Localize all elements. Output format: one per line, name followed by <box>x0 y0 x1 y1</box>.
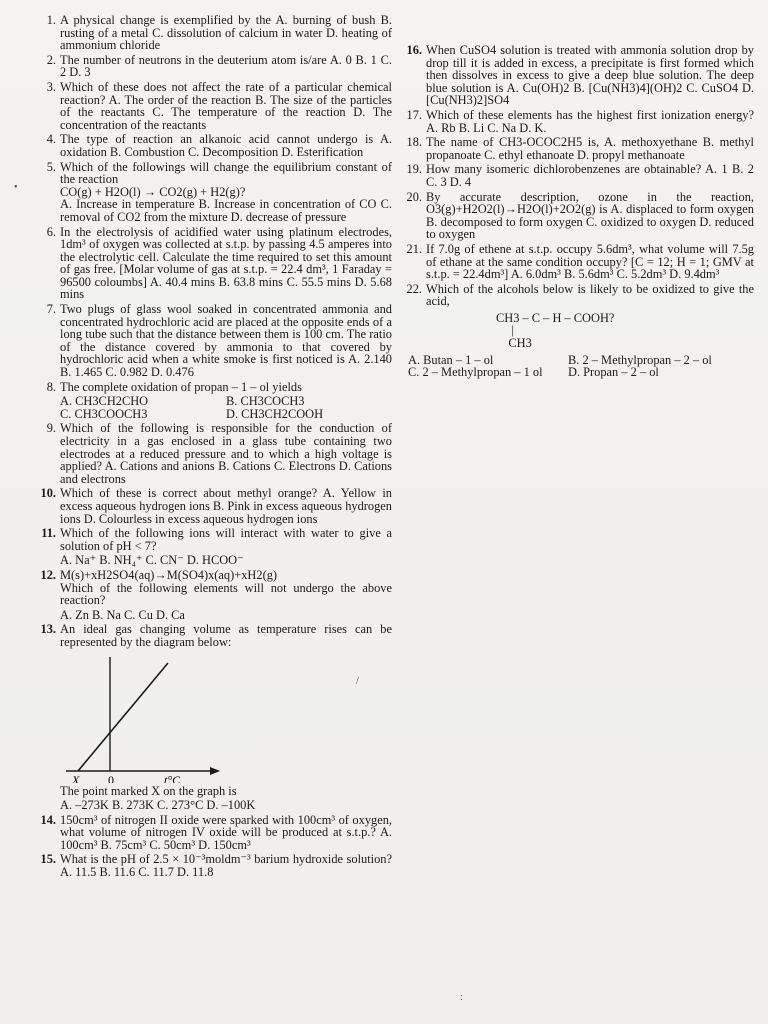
question-13 <box>30 623 392 648</box>
question-3 <box>30 81 392 131</box>
question-8-options <box>30 395 392 420</box>
option-b: B. 2 – Methylpropan – 2 – ol <box>568 352 712 367</box>
question-21 <box>396 243 754 281</box>
option-c: C. CH3COOCH3 <box>60 406 148 421</box>
question-17 <box>396 109 754 134</box>
volume-line <box>78 663 168 771</box>
question-number: 8. <box>46 379 56 394</box>
question-number: 18. <box>406 135 422 150</box>
question-number: 5. <box>46 159 56 174</box>
option-d: D. CH3CH2COOH <box>226 406 324 421</box>
question-15 <box>30 853 392 878</box>
question-text: The complete oxidation of propan – 1 – ol yields <box>60 379 302 394</box>
option-d: D. Propan – 2 – ol <box>568 365 659 380</box>
question-number: 3. <box>46 79 56 94</box>
question-text: If 7.0g of ethene at s.t.p. occupy 5.6dm³, what volume will 7.5g of ethane at the same condition occupy? [C = 12; H = 1; GMV at s.t.p. = 22.4dm³] A. 6.0dm³ B. 5.6dm³ C. 5.2dm³ D. 9.4dm³ <box>426 241 754 282</box>
question-8 <box>30 381 392 394</box>
reaction-equation: M(s)+xH2SO4(aq)→M(SO4)x(aq)+xH2(g) <box>60 567 278 582</box>
question-number: 11. <box>41 526 56 541</box>
question-number: 15. <box>40 852 56 867</box>
question-text: Which of these is correct about methyl orange? A. Yellow in excess aqueous hydrogen ions B. Pink in excess aqueous hydrogen ions D. Colourless in excess aqueous hydrogen ions <box>60 486 392 526</box>
question-number: 13. <box>40 622 56 637</box>
question-text: Which of the following is responsible for the conduction of electricity in a gas enclosed in a glass tube containing two electrodes at a reduced pressure and to which a high voltage is applied? A. Cations and anions B. Cations C. Electrons D. Cations and electrons <box>60 421 392 486</box>
question-options: A. Increase in temperature B. Increase in concentration of CO C. removal of CO2 from the mixture D. decrease of pressure <box>60 197 392 224</box>
option-a: A. CH3CH2CHO <box>60 394 149 409</box>
question-number: 4. <box>46 132 56 147</box>
question-number: 7. <box>46 302 56 317</box>
structural-formula <box>396 312 754 350</box>
question-22-options <box>396 354 754 379</box>
question-text: The name of CH3-OCOC2H5 is, A. methoxyethane B. methyl propanoate C. ethyl ethanoate D. propyl methanoate <box>426 135 754 162</box>
question-number: 14. <box>40 812 56 827</box>
option-a: A. Butan – 1 – ol <box>408 352 494 367</box>
x-axis-arrow <box>210 767 220 775</box>
question-text: Which of the followings will change the equilibrium constant of the reaction <box>60 159 392 187</box>
question-text: A physical change is exemplified by the A. burning of bush B. rusting of a metal C. dissolution of calcium in water D. heating of ammonium chloride <box>60 13 392 53</box>
question-number: 22. <box>406 281 422 296</box>
margin-bullet: • <box>14 182 18 193</box>
question-20 <box>396 191 754 241</box>
right-column <box>396 44 754 379</box>
point-x-label: X <box>72 772 80 783</box>
question-5 <box>30 161 392 224</box>
question-1 <box>30 14 392 52</box>
option-c: C. 2 – Methylpropan – 1 ol <box>408 365 543 380</box>
question-22 <box>396 283 754 308</box>
formula-line-1: CH3 – C – H – COOH? <box>496 310 615 325</box>
question-text: In the electrolysis of acidified water using platinum electrodes, 1dm³ of oxygen was collected at s.t.p. by passing 4.5 amperes into the electrolytic cell. Calculate the time required to set this amount of gas free. [Molar volume of gas at s.t.p. = 22.4 dm³, 1 Faraday = 96500 coloumbs] A. 40.4 mins B. 63.8 mins C. 55.5 mins D. 5.68 mins <box>60 224 392 302</box>
question-text: An ideal gas changing volume as temperature rises can be represented by the diagram below: <box>60 622 392 649</box>
question-text: The type of reaction an alkanoic acid cannot undergo is A. oxidation B. Combustion C. Decomposition D. Esterification <box>60 132 392 159</box>
question-number: 21. <box>406 241 422 256</box>
question-text: When CuSO4 solution is treated with ammonia solution drop by drop till it is added in excess, a precipitate is first formed which then dissolves in excess to give a deep blue solution. The deep blue solution is A. Cu(OH)2 B. [Cu(NH3)4](OH)2 C. CuSO4 D. [Cu(NH3)2]SO4 <box>426 43 754 108</box>
question-text: What is the pH of 2.5 × 10⁻³moldm⁻³ barium hydroxide solution? A. 11.5 B. 11.6 C. 11.7 D. 11.8 <box>60 852 392 880</box>
question-text: By accurate description, ozone in the reaction, O3(g)+H2O2(l)→H2O(l)+2O2(g) is A. displaced to form oxygen B. decomposed to form oxygen C. oxidized to oxygen D. reduced to oxygen <box>426 189 754 242</box>
question-19 <box>396 163 754 188</box>
question-12-options: A. Zn B. Na C. Cu D. Ca <box>60 607 185 622</box>
question-number: 6. <box>46 224 56 239</box>
question-number: 12. <box>40 567 56 582</box>
question-text: The number of neutrons in the deuterium atom is/are A. 0 B. 1 C. 2 D. 3 <box>60 52 392 80</box>
question-16 <box>396 44 754 107</box>
question-18 <box>396 136 754 161</box>
reaction-equation: CO(g) + H2O(l) → CO2(g) + H2(g)? <box>60 184 246 199</box>
question-text: Two plugs of glass wool soaked in concentrated ammonia and concentrated hydrochloric acid are placed at the opposite ends of a long tube such that the distance between them is 100 cm. The ratio of the distance covered by ammonia to that covered by hydrochloric acid when a white smoke is first noticed is A. 2.140 B. 1.465 C. 0.982 D. 0.476 <box>60 302 392 380</box>
question-6 <box>30 226 392 302</box>
question-14 <box>30 814 392 852</box>
question-number: 20. <box>406 189 422 204</box>
margin-colon: : <box>460 992 463 1003</box>
question-number: 19. <box>406 162 422 177</box>
question-text: How many isomeric dichlorobenzenes are obtainable? A. 1 B. 2 C. 3 D. 4 <box>426 162 754 189</box>
question-11 <box>30 527 392 552</box>
question-text: 150cm³ of nitrogen II oxide were sparked with 100cm³ of oxygen, what volume of nitrogen IV oxide will be produced at s.t.p.? A. 100cm³ B. 75cm³ C. 50cm³ D. 150cm³ <box>60 812 392 852</box>
question-9 <box>30 422 392 485</box>
question-number: 2. <box>46 52 56 67</box>
left-column <box>30 14 392 881</box>
graph-svg <box>60 653 230 783</box>
question-2 <box>30 54 392 79</box>
option-b: B. CH3COCH3 <box>226 394 305 409</box>
formula-line-2: | <box>496 323 514 338</box>
question-text: Which of these elements has the highest first ionization energy? A. Rb B. Li C. Na D. K. <box>426 107 754 135</box>
question-text: Which of the alcohols below is likely to be oxidized to give the acid, <box>426 281 754 309</box>
question-13-options: A. –273K B. 273K C. 273°C D. –100K <box>60 798 256 813</box>
volume-temperature-graph <box>60 653 392 783</box>
question-11-options: A. Na⁺ B. NH₄⁺ C. CN⁻ D. HCOO⁻ <box>60 553 244 568</box>
question-number: 16. <box>406 43 422 57</box>
question-13-followup: The point marked X on the graph is <box>60 783 237 798</box>
question-7 <box>30 303 392 379</box>
question-4 <box>30 133 392 158</box>
question-text: Which of the following ions will interact with water to give a solution of pH < 7? <box>60 526 392 553</box>
question-number: 1. <box>46 13 56 27</box>
question-text: Which of the following elements will not undergo the above reaction? <box>60 580 392 608</box>
temperature-axis-label: t°C <box>164 772 181 783</box>
formula-line-3: CH3 <box>496 336 532 351</box>
question-number: 10. <box>40 486 56 501</box>
question-number: 17. <box>406 107 422 122</box>
question-10 <box>30 487 392 525</box>
question-text: Which of these does not affect the rate of a particular chemical reaction? A. The order of the reaction B. The size of the particles of the reactants C. The temperature of the reaction D. The concentration of the reactants <box>60 79 392 132</box>
question-12 <box>30 569 392 607</box>
question-number: 9. <box>46 421 56 436</box>
margin-tick: / <box>356 676 359 687</box>
origin-label: 0 <box>108 772 114 783</box>
